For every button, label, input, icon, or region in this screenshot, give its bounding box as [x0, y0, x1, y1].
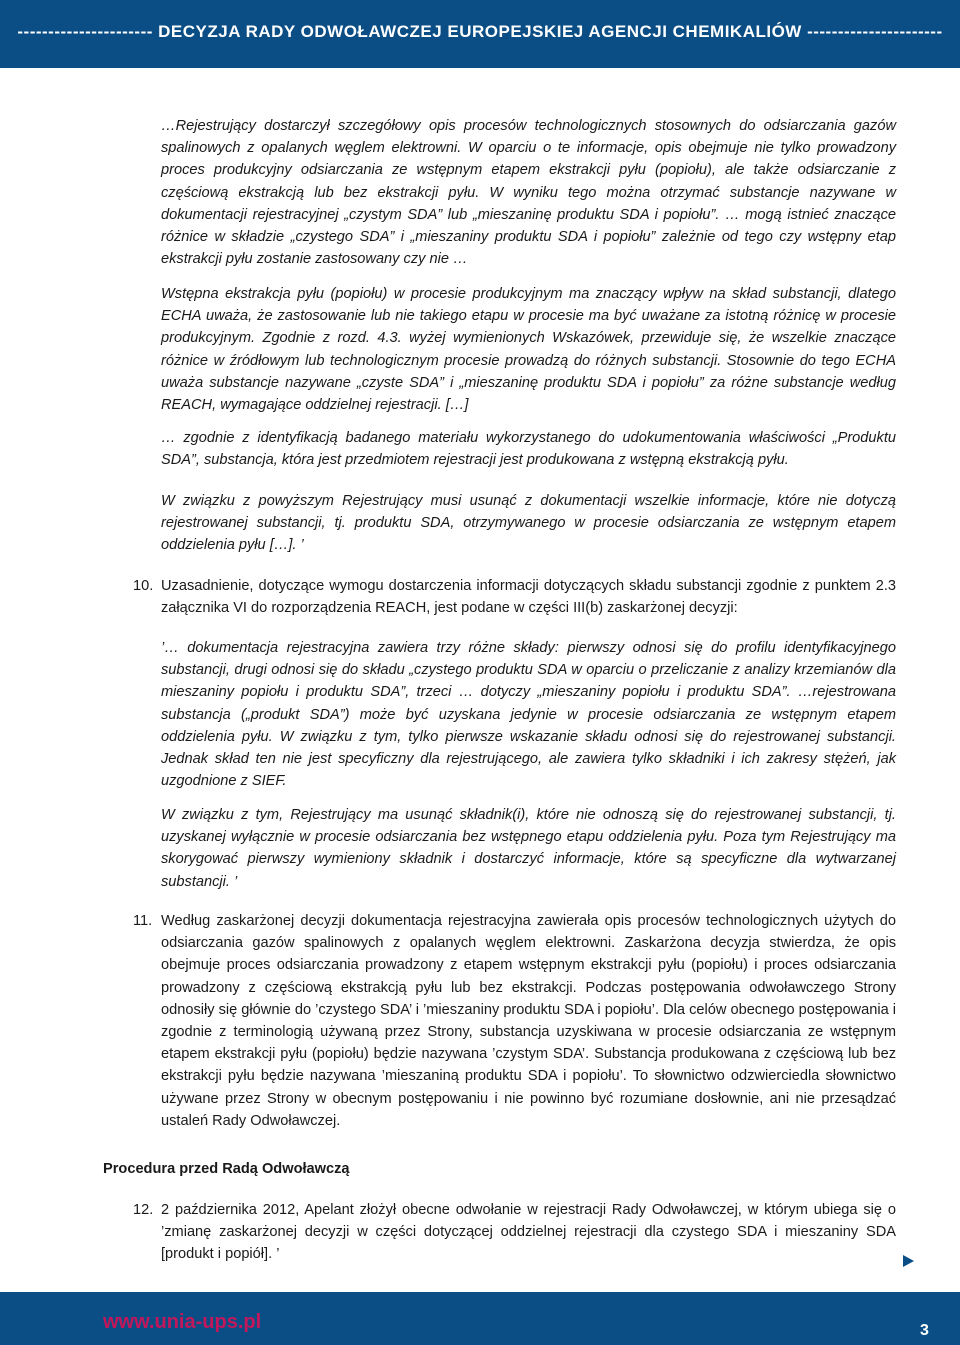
paragraph-11: Według zaskarżonej decyzji dokumentacja rejestracyjna zawierała opis procesów technologicznych użytych do odsiarczania gazów spalinowych z opalanych węglem elektrowni. Zaskarżona decyzja stwierdza, że opis obejmuje proces odsiarczania prowadzony z etapem wstępnym ekstrakcji pyłu (popiołu) i proces odsiarczania prowadzony z częściową ekstrakcją pyłu lub bez ekstrakcji. Podczas postępowania odwoławczego Strony odnosiły się głównie do ’czystego SDA’ i ’mieszaniny produktu SDA i popiołu’. Dla celów obecnego postępowania i zgodnie z terminologią używaną przez Strony, substancja uzyskiwana w procesie odsiarczania ze wstępnym etapem ekstrakcji pyłu (popiołu) będzie nazywana ’czystym SDA’. Substancja produkowana z częściową lub bez ekstrakcji pyłu będzie nazywana ’mieszaniną produktu SDA i popiołu’. To słownictwo odzwierciedla słownictwo używane przez Strony w obecnym postępowaniu i nie powinno być rozumiane dosłownie, ani nie przesądzać ustaleń Rady Odwoławczej.	[161, 913, 896, 1129]
triangle-right-icon	[903, 1255, 914, 1267]
paragraph-number-12: 12.	[133, 1202, 154, 1218]
page-number: 3	[920, 1322, 929, 1339]
paragraph-10: Uzasadnienie, dotyczące wymogu dostarczenia informacji dotyczących składu substancji zgodnie z punktem 2.3 załącznika VI do rozporządzenia REACH, jest podane w części III(b) zaskarżonej decyzji:	[161, 578, 896, 617]
quote-paragraph-6: W związku z tym, Rejestrujący ma usunąć składnik(i), które nie odnoszą się do rejestrowanej substancji, tj. uzyskanej wyłącznie w procesie odsiarczania bez wstępnego etapu oddzielenia pyłu. Poza tym Rejestrujący ma skorygować pierwszy wymieniony składnik i dostarczyć informacje, które są specyficzne dla wytwarzanej substancji. ’	[161, 807, 896, 890]
quote-paragraph-5: ’… dokumentacja rejestracyjna zawiera trzy różne składy: pierwszy odnosi się do profilu identyfikacyjnego substancji, drugi odnosi się do składu „czystego produktu SDA w oparciu o przeliczanie z analizy krzemianów dla mieszaniny popiołu i produktu SDA”, trzeci … dotyczy „mieszaniny popiołu i produktu SDA”. …rejestrowana substancja („produkt SDA”) może być uzyskana jedynie w procesie odsiarczania ze wstępnym etapem oddzielenia pyłu. W związku z tym, tylko pierwsze wskazanie składu odnosi się do rejestrowanej substancji. Jednak skład ten nie jest specyficzny dla rejestrującego, ale zawiera tylko składniki i ich zakresy stężeń, jak uzgodnione z SIEF.	[161, 640, 896, 790]
quote-paragraph-4: W związku z powyższym Rejestrujący musi usunąć z dokumentacji wszelkie informacje, które nie dotyczą rejestrowanej substancji, tj. produktu SDA, otrzymywanego w procesie odsiarczania ze wstępnym etapem oddzielenia pyłu […]. ’	[161, 493, 896, 554]
document-header-title: ---------------------- DECYZJA RADY ODWOŁAWCZEJ EUROPEJSKIEJ AGENCJI CHEMIKALIÓW ----------------------	[17, 22, 943, 41]
paragraph-number-11: 11.	[133, 913, 153, 929]
section-heading: Procedura przed Radą Odwoławczą	[103, 1161, 350, 1177]
quote-paragraph-2: Wstępna ekstrakcja pyłu (popiołu) w procesie produkcyjnym ma znaczący wpływ na skład substancji, dlatego ECHA uważa, że zastosowanie lub nie takiego etapu w procesie ma być uważane za istotną różnicę w procesie produkcyjnym. Zgodnie z rozd. 4.3. wyżej wymienionych Wskazówek, przewiduje się, że wszelkie znaczące różnice w źródłowym lub technologicznym procesie prowadzą do różnych substancji. Stosownie do tego ECHA uważa substancje nazywane „czyste SDA” i „mieszaninę produktu SDA i popiołu” za różne substancje według REACH, wymagające oddzielnej rejestracji. […]	[161, 286, 896, 414]
paragraph-12: 2 października 2012, Apelant złożył obecne odwołanie w rejestracji Rady Odwoławczej, w którym ubiega się o ’zmianę zaskarżonej decyzji w części dotyczącej oddzielnej rejestracji dla czystego SDA i mieszaniny SDA [produkt i popiół]. ’	[161, 1202, 896, 1263]
quote-paragraph-1: …Rejestrujący dostarczył szczegółowy opis procesów technologicznych stosownych do odsiarczania gazów spalinowych z opalanych węglem elektrowni. W oparciu o te informacje, opis obejmuje nie tylko prowadzony proces produkcyjny odsiarczania ze wstępnym etapem ekstrakcji pyłu (popiołu), ale także odsiarczanie z częściową ekstrakcją lub bez ekstrakcji pyłu. W wyniku tego można otrzymać substancje nazywane w dokumentacji rejestracyjnej „czystym SDA” lub „mieszaninę produktu SDA i popiołu”. … mogą istnieć znaczące różnice w składzie „czystego SDA” i „mieszaniny produktu SDA i popiołu” zależnie od tego czy wstępny etap ekstrakcji pyłu zostanie zastosowany czy nie …	[161, 118, 896, 268]
quote-paragraph-3: … zgodnie z identyfikacją badanego materiału wykorzystanego do udokumentowania właściwości „Produktu SDA”, substancja, która jest przedmiotem rejestracji jest produkowana z wstępną ekstrakcją pyłu.	[161, 430, 896, 469]
footer-website-link[interactable]: www.unia-ups.pl	[103, 1311, 262, 1333]
paragraph-number-10: 10.	[133, 578, 154, 594]
